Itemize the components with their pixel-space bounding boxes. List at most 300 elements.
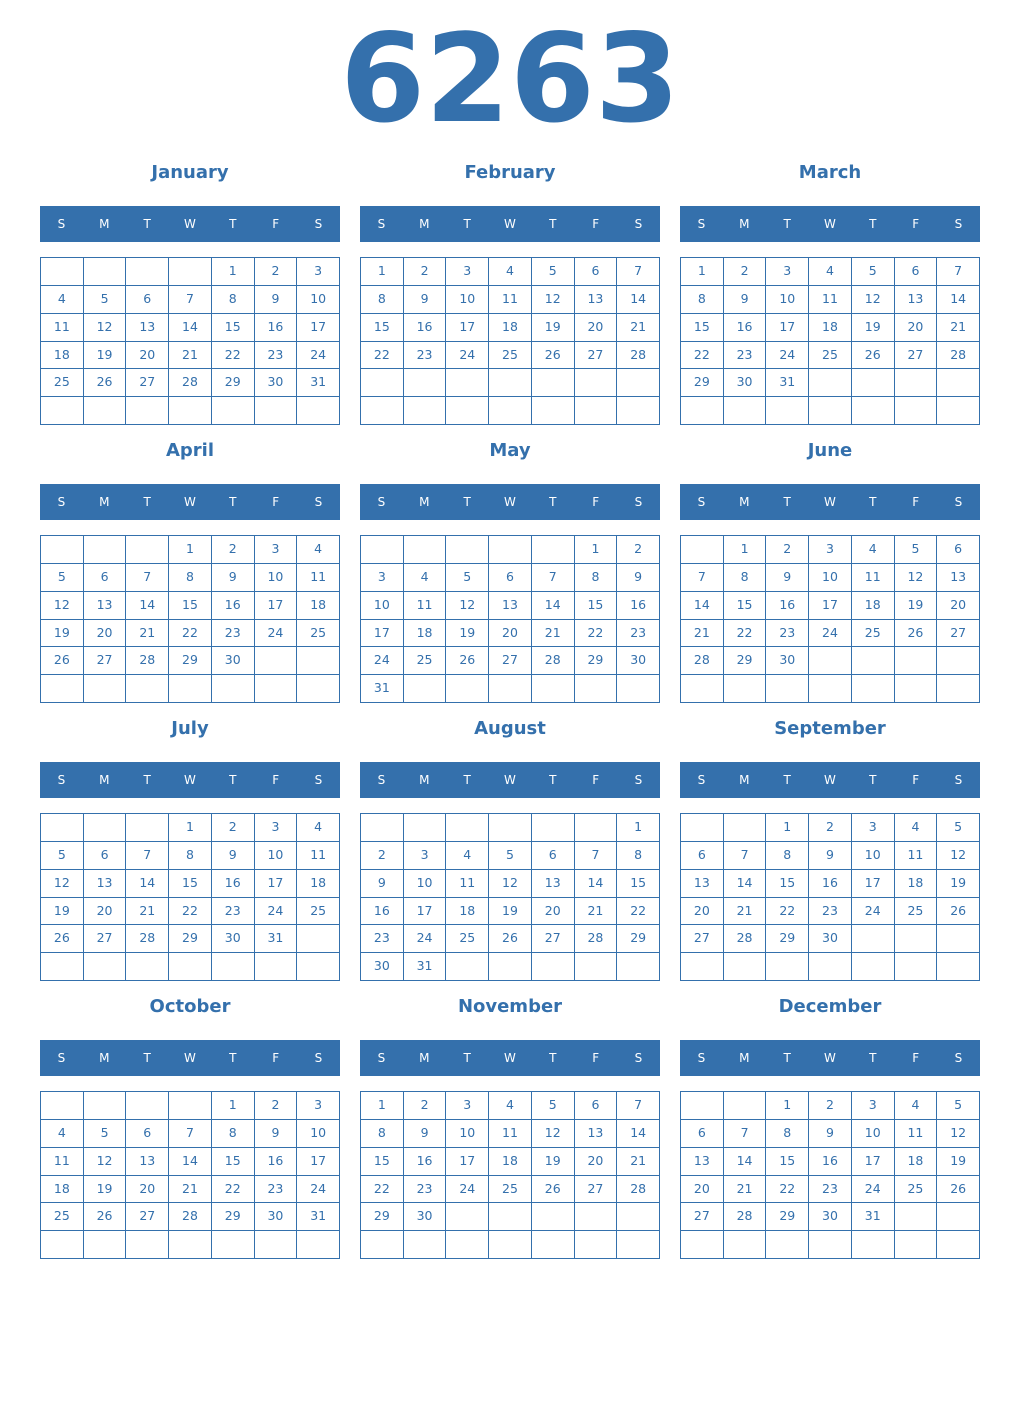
day-cell[interactable]: 1 (212, 1092, 255, 1120)
day-cell[interactable]: 11 (852, 564, 895, 592)
day-cell[interactable]: 13 (681, 870, 724, 898)
day-cell[interactable]: 12 (852, 286, 895, 314)
day-cell[interactable]: 4 (446, 842, 489, 870)
day-cell[interactable]: 4 (297, 536, 340, 564)
day-cell[interactable]: 17 (297, 1148, 340, 1176)
day-cell[interactable]: 13 (681, 1148, 724, 1176)
day-cell[interactable]: 22 (169, 620, 212, 648)
day-cell[interactable]: 23 (617, 620, 660, 648)
day-cell[interactable]: 15 (617, 870, 660, 898)
day-cell[interactable]: 1 (361, 1092, 404, 1120)
day-cell[interactable]: 5 (489, 842, 532, 870)
day-cell[interactable]: 7 (617, 258, 660, 286)
day-cell[interactable]: 1 (681, 258, 724, 286)
day-cell[interactable]: 6 (895, 258, 938, 286)
day-cell[interactable]: 14 (126, 870, 169, 898)
day-cell[interactable]: 24 (446, 342, 489, 370)
day-cell[interactable]: 15 (766, 870, 809, 898)
day-cell[interactable]: 27 (681, 1203, 724, 1231)
day-cell[interactable]: 21 (532, 620, 575, 648)
day-cell[interactable]: 24 (852, 1176, 895, 1204)
day-cell[interactable]: 25 (297, 620, 340, 648)
day-cell[interactable]: 22 (575, 620, 618, 648)
day-cell[interactable]: 3 (852, 814, 895, 842)
day-cell[interactable]: 1 (169, 536, 212, 564)
day-cell[interactable]: 8 (575, 564, 618, 592)
day-cell[interactable]: 2 (809, 1092, 852, 1120)
day-cell[interactable]: 4 (297, 814, 340, 842)
day-cell[interactable]: 26 (852, 342, 895, 370)
day-cell[interactable]: 26 (489, 925, 532, 953)
day-cell[interactable]: 21 (681, 620, 724, 648)
day-cell[interactable]: 18 (446, 898, 489, 926)
day-cell[interactable]: 1 (617, 814, 660, 842)
day-cell[interactable]: 13 (532, 870, 575, 898)
day-cell[interactable]: 3 (404, 842, 447, 870)
day-cell[interactable]: 10 (361, 592, 404, 620)
day-cell[interactable]: 31 (766, 369, 809, 397)
day-cell[interactable]: 11 (895, 1120, 938, 1148)
day-cell[interactable]: 27 (126, 369, 169, 397)
day-cell[interactable]: 18 (809, 314, 852, 342)
day-cell[interactable]: 11 (489, 1120, 532, 1148)
day-cell[interactable]: 16 (809, 870, 852, 898)
day-cell[interactable]: 12 (41, 592, 84, 620)
day-cell[interactable]: 4 (852, 536, 895, 564)
day-cell[interactable]: 14 (681, 592, 724, 620)
day-cell[interactable]: 12 (532, 286, 575, 314)
day-cell[interactable]: 2 (766, 536, 809, 564)
day-cell[interactable]: 22 (361, 342, 404, 370)
day-cell[interactable]: 5 (532, 258, 575, 286)
day-cell[interactable]: 17 (255, 592, 298, 620)
day-cell[interactable]: 3 (297, 258, 340, 286)
day-cell[interactable]: 29 (575, 647, 618, 675)
day-cell[interactable]: 2 (809, 814, 852, 842)
day-cell[interactable]: 26 (532, 342, 575, 370)
day-cell[interactable]: 18 (404, 620, 447, 648)
day-cell[interactable]: 28 (724, 1203, 767, 1231)
day-cell[interactable]: 18 (489, 314, 532, 342)
day-cell[interactable]: 4 (404, 564, 447, 592)
day-cell[interactable]: 2 (212, 536, 255, 564)
day-cell[interactable]: 14 (937, 286, 980, 314)
day-cell[interactable]: 27 (532, 925, 575, 953)
day-cell[interactable]: 12 (41, 870, 84, 898)
day-cell[interactable]: 6 (681, 842, 724, 870)
day-cell[interactable]: 13 (575, 286, 618, 314)
day-cell[interactable]: 15 (575, 592, 618, 620)
day-cell[interactable]: 18 (297, 870, 340, 898)
day-cell[interactable]: 30 (212, 647, 255, 675)
day-cell[interactable]: 18 (297, 592, 340, 620)
day-cell[interactable]: 21 (937, 314, 980, 342)
day-cell[interactable]: 17 (297, 314, 340, 342)
day-cell[interactable]: 2 (255, 258, 298, 286)
day-cell[interactable]: 20 (681, 898, 724, 926)
day-cell[interactable]: 15 (212, 314, 255, 342)
day-cell[interactable]: 21 (575, 898, 618, 926)
day-cell[interactable]: 1 (169, 814, 212, 842)
day-cell[interactable]: 25 (489, 1176, 532, 1204)
day-cell[interactable]: 16 (255, 1148, 298, 1176)
day-cell[interactable]: 13 (84, 870, 127, 898)
day-cell[interactable]: 6 (681, 1120, 724, 1148)
day-cell[interactable]: 21 (126, 898, 169, 926)
day-cell[interactable]: 29 (212, 1203, 255, 1231)
day-cell[interactable]: 16 (361, 898, 404, 926)
day-cell[interactable]: 30 (809, 925, 852, 953)
day-cell[interactable]: 6 (532, 842, 575, 870)
day-cell[interactable]: 21 (724, 1176, 767, 1204)
day-cell[interactable]: 6 (126, 1120, 169, 1148)
day-cell[interactable]: 18 (852, 592, 895, 620)
day-cell[interactable]: 9 (724, 286, 767, 314)
day-cell[interactable]: 27 (84, 925, 127, 953)
day-cell[interactable]: 4 (809, 258, 852, 286)
day-cell[interactable]: 30 (404, 1203, 447, 1231)
day-cell[interactable]: 10 (297, 286, 340, 314)
day-cell[interactable]: 19 (446, 620, 489, 648)
day-cell[interactable]: 23 (255, 1176, 298, 1204)
day-cell[interactable]: 1 (575, 536, 618, 564)
day-cell[interactable]: 18 (41, 342, 84, 370)
day-cell[interactable]: 17 (766, 314, 809, 342)
day-cell[interactable]: 26 (84, 369, 127, 397)
day-cell[interactable]: 31 (852, 1203, 895, 1231)
day-cell[interactable]: 15 (169, 870, 212, 898)
day-cell[interactable]: 19 (84, 1176, 127, 1204)
day-cell[interactable]: 23 (809, 1176, 852, 1204)
day-cell[interactable]: 23 (255, 342, 298, 370)
day-cell[interactable]: 8 (681, 286, 724, 314)
day-cell[interactable]: 5 (532, 1092, 575, 1120)
day-cell[interactable]: 9 (255, 286, 298, 314)
day-cell[interactable]: 21 (617, 1148, 660, 1176)
day-cell[interactable]: 18 (489, 1148, 532, 1176)
day-cell[interactable]: 30 (255, 369, 298, 397)
day-cell[interactable]: 17 (852, 870, 895, 898)
day-cell[interactable]: 20 (126, 342, 169, 370)
day-cell[interactable]: 14 (575, 870, 618, 898)
day-cell[interactable]: 13 (489, 592, 532, 620)
day-cell[interactable]: 15 (766, 1148, 809, 1176)
day-cell[interactable]: 12 (937, 842, 980, 870)
day-cell[interactable]: 20 (681, 1176, 724, 1204)
day-cell[interactable]: 23 (212, 898, 255, 926)
day-cell[interactable]: 26 (41, 647, 84, 675)
day-cell[interactable]: 27 (84, 647, 127, 675)
day-cell[interactable]: 27 (575, 1176, 618, 1204)
day-cell[interactable]: 29 (766, 1203, 809, 1231)
day-cell[interactable]: 3 (446, 1092, 489, 1120)
day-cell[interactable]: 16 (255, 314, 298, 342)
day-cell[interactable]: 19 (41, 898, 84, 926)
day-cell[interactable]: 10 (852, 842, 895, 870)
day-cell[interactable]: 28 (169, 369, 212, 397)
day-cell[interactable]: 4 (895, 814, 938, 842)
day-cell[interactable]: 11 (297, 842, 340, 870)
day-cell[interactable]: 2 (404, 1092, 447, 1120)
day-cell[interactable]: 13 (84, 592, 127, 620)
day-cell[interactable]: 28 (126, 647, 169, 675)
day-cell[interactable]: 25 (446, 925, 489, 953)
day-cell[interactable]: 10 (255, 842, 298, 870)
day-cell[interactable]: 10 (809, 564, 852, 592)
day-cell[interactable]: 19 (41, 620, 84, 648)
day-cell[interactable]: 23 (766, 620, 809, 648)
day-cell[interactable]: 8 (617, 842, 660, 870)
day-cell[interactable]: 16 (212, 592, 255, 620)
day-cell[interactable]: 3 (361, 564, 404, 592)
day-cell[interactable]: 24 (446, 1176, 489, 1204)
day-cell[interactable]: 29 (361, 1203, 404, 1231)
day-cell[interactable]: 1 (361, 258, 404, 286)
day-cell[interactable]: 22 (212, 1176, 255, 1204)
day-cell[interactable]: 25 (489, 342, 532, 370)
day-cell[interactable]: 9 (212, 564, 255, 592)
day-cell[interactable]: 14 (724, 1148, 767, 1176)
day-cell[interactable]: 19 (895, 592, 938, 620)
day-cell[interactable]: 14 (724, 870, 767, 898)
day-cell[interactable]: 9 (809, 842, 852, 870)
day-cell[interactable]: 17 (446, 1148, 489, 1176)
day-cell[interactable]: 13 (126, 1148, 169, 1176)
day-cell[interactable]: 10 (404, 870, 447, 898)
day-cell[interactable]: 7 (169, 286, 212, 314)
day-cell[interactable]: 24 (809, 620, 852, 648)
day-cell[interactable]: 20 (126, 1176, 169, 1204)
day-cell[interactable]: 12 (84, 314, 127, 342)
day-cell[interactable]: 17 (255, 870, 298, 898)
day-cell[interactable]: 14 (532, 592, 575, 620)
day-cell[interactable]: 22 (766, 898, 809, 926)
day-cell[interactable]: 22 (212, 342, 255, 370)
day-cell[interactable]: 20 (532, 898, 575, 926)
day-cell[interactable]: 29 (212, 369, 255, 397)
day-cell[interactable]: 13 (575, 1120, 618, 1148)
day-cell[interactable]: 25 (41, 369, 84, 397)
day-cell[interactable]: 10 (297, 1120, 340, 1148)
day-cell[interactable]: 9 (404, 286, 447, 314)
day-cell[interactable]: 23 (361, 925, 404, 953)
day-cell[interactable]: 18 (895, 870, 938, 898)
day-cell[interactable]: 23 (212, 620, 255, 648)
day-cell[interactable]: 24 (255, 898, 298, 926)
day-cell[interactable]: 18 (41, 1176, 84, 1204)
day-cell[interactable]: 16 (404, 1148, 447, 1176)
day-cell[interactable]: 19 (532, 314, 575, 342)
day-cell[interactable]: 28 (617, 342, 660, 370)
day-cell[interactable]: 29 (169, 925, 212, 953)
day-cell[interactable]: 13 (895, 286, 938, 314)
day-cell[interactable]: 16 (617, 592, 660, 620)
day-cell[interactable]: 6 (126, 286, 169, 314)
day-cell[interactable]: 16 (766, 592, 809, 620)
day-cell[interactable]: 6 (575, 258, 618, 286)
day-cell[interactable]: 4 (895, 1092, 938, 1120)
day-cell[interactable]: 7 (126, 842, 169, 870)
day-cell[interactable]: 6 (84, 842, 127, 870)
day-cell[interactable]: 18 (895, 1148, 938, 1176)
day-cell[interactable]: 29 (169, 647, 212, 675)
day-cell[interactable]: 5 (41, 842, 84, 870)
day-cell[interactable]: 25 (895, 1176, 938, 1204)
day-cell[interactable]: 30 (809, 1203, 852, 1231)
day-cell[interactable]: 2 (255, 1092, 298, 1120)
day-cell[interactable]: 5 (852, 258, 895, 286)
day-cell[interactable]: 19 (532, 1148, 575, 1176)
day-cell[interactable]: 3 (255, 814, 298, 842)
day-cell[interactable]: 21 (724, 898, 767, 926)
day-cell[interactable]: 1 (766, 814, 809, 842)
day-cell[interactable]: 3 (297, 1092, 340, 1120)
day-cell[interactable]: 5 (937, 1092, 980, 1120)
day-cell[interactable]: 30 (766, 647, 809, 675)
day-cell[interactable]: 29 (766, 925, 809, 953)
day-cell[interactable]: 17 (404, 898, 447, 926)
day-cell[interactable]: 21 (169, 1176, 212, 1204)
day-cell[interactable]: 15 (212, 1148, 255, 1176)
day-cell[interactable]: 14 (617, 286, 660, 314)
day-cell[interactable]: 28 (937, 342, 980, 370)
day-cell[interactable]: 11 (489, 286, 532, 314)
day-cell[interactable]: 25 (41, 1203, 84, 1231)
day-cell[interactable]: 10 (446, 1120, 489, 1148)
day-cell[interactable]: 12 (532, 1120, 575, 1148)
day-cell[interactable]: 11 (297, 564, 340, 592)
day-cell[interactable]: 12 (446, 592, 489, 620)
day-cell[interactable]: 11 (41, 1148, 84, 1176)
day-cell[interactable]: 20 (84, 898, 127, 926)
day-cell[interactable]: 16 (809, 1148, 852, 1176)
day-cell[interactable]: 27 (895, 342, 938, 370)
day-cell[interactable]: 31 (297, 1203, 340, 1231)
day-cell[interactable]: 22 (617, 898, 660, 926)
day-cell[interactable]: 21 (617, 314, 660, 342)
day-cell[interactable]: 15 (169, 592, 212, 620)
day-cell[interactable]: 8 (212, 1120, 255, 1148)
day-cell[interactable]: 8 (361, 1120, 404, 1148)
day-cell[interactable]: 31 (404, 953, 447, 981)
day-cell[interactable]: 23 (724, 342, 767, 370)
day-cell[interactable]: 3 (766, 258, 809, 286)
day-cell[interactable]: 20 (895, 314, 938, 342)
day-cell[interactable]: 29 (681, 369, 724, 397)
day-cell[interactable]: 10 (766, 286, 809, 314)
day-cell[interactable]: 28 (681, 647, 724, 675)
day-cell[interactable]: 4 (489, 1092, 532, 1120)
day-cell[interactable]: 20 (489, 620, 532, 648)
day-cell[interactable]: 8 (169, 842, 212, 870)
day-cell[interactable]: 8 (766, 1120, 809, 1148)
day-cell[interactable]: 28 (617, 1176, 660, 1204)
day-cell[interactable]: 12 (84, 1148, 127, 1176)
day-cell[interactable]: 24 (766, 342, 809, 370)
day-cell[interactable]: 30 (212, 925, 255, 953)
day-cell[interactable]: 24 (297, 1176, 340, 1204)
day-cell[interactable]: 28 (575, 925, 618, 953)
day-cell[interactable]: 28 (724, 925, 767, 953)
day-cell[interactable]: 2 (212, 814, 255, 842)
day-cell[interactable]: 25 (297, 898, 340, 926)
day-cell[interactable]: 15 (361, 314, 404, 342)
day-cell[interactable]: 21 (169, 342, 212, 370)
day-cell[interactable]: 30 (361, 953, 404, 981)
day-cell[interactable]: 2 (617, 536, 660, 564)
day-cell[interactable]: 28 (532, 647, 575, 675)
day-cell[interactable]: 7 (724, 842, 767, 870)
day-cell[interactable]: 5 (84, 286, 127, 314)
day-cell[interactable]: 26 (446, 647, 489, 675)
day-cell[interactable]: 4 (41, 1120, 84, 1148)
day-cell[interactable]: 7 (681, 564, 724, 592)
day-cell[interactable]: 5 (84, 1120, 127, 1148)
day-cell[interactable]: 26 (84, 1203, 127, 1231)
day-cell[interactable]: 31 (297, 369, 340, 397)
day-cell[interactable]: 24 (361, 647, 404, 675)
day-cell[interactable]: 28 (169, 1203, 212, 1231)
day-cell[interactable]: 15 (361, 1148, 404, 1176)
day-cell[interactable]: 6 (489, 564, 532, 592)
day-cell[interactable]: 3 (255, 536, 298, 564)
day-cell[interactable]: 24 (255, 620, 298, 648)
day-cell[interactable]: 16 (724, 314, 767, 342)
day-cell[interactable]: 11 (895, 842, 938, 870)
day-cell[interactable]: 19 (852, 314, 895, 342)
day-cell[interactable]: 19 (489, 898, 532, 926)
day-cell[interactable]: 14 (169, 314, 212, 342)
day-cell[interactable]: 8 (169, 564, 212, 592)
day-cell[interactable]: 12 (937, 1120, 980, 1148)
day-cell[interactable]: 7 (937, 258, 980, 286)
day-cell[interactable]: 15 (681, 314, 724, 342)
day-cell[interactable]: 22 (724, 620, 767, 648)
day-cell[interactable]: 5 (446, 564, 489, 592)
day-cell[interactable]: 28 (126, 925, 169, 953)
day-cell[interactable]: 2 (404, 258, 447, 286)
day-cell[interactable]: 26 (41, 925, 84, 953)
day-cell[interactable]: 7 (724, 1120, 767, 1148)
day-cell[interactable]: 3 (852, 1092, 895, 1120)
day-cell[interactable]: 9 (255, 1120, 298, 1148)
day-cell[interactable]: 25 (404, 647, 447, 675)
day-cell[interactable]: 14 (617, 1120, 660, 1148)
day-cell[interactable]: 25 (809, 342, 852, 370)
day-cell[interactable]: 24 (404, 925, 447, 953)
day-cell[interactable]: 19 (84, 342, 127, 370)
day-cell[interactable]: 9 (212, 842, 255, 870)
day-cell[interactable]: 1 (766, 1092, 809, 1120)
day-cell[interactable]: 22 (681, 342, 724, 370)
day-cell[interactable]: 29 (724, 647, 767, 675)
day-cell[interactable]: 15 (724, 592, 767, 620)
day-cell[interactable]: 5 (41, 564, 84, 592)
day-cell[interactable]: 6 (937, 536, 980, 564)
day-cell[interactable]: 30 (255, 1203, 298, 1231)
day-cell[interactable]: 27 (937, 620, 980, 648)
day-cell[interactable]: 14 (169, 1148, 212, 1176)
day-cell[interactable]: 20 (937, 592, 980, 620)
day-cell[interactable]: 19 (937, 1148, 980, 1176)
day-cell[interactable]: 29 (617, 925, 660, 953)
day-cell[interactable]: 8 (212, 286, 255, 314)
day-cell[interactable]: 16 (404, 314, 447, 342)
day-cell[interactable]: 26 (895, 620, 938, 648)
day-cell[interactable]: 11 (809, 286, 852, 314)
day-cell[interactable]: 20 (575, 314, 618, 342)
day-cell[interactable]: 3 (809, 536, 852, 564)
